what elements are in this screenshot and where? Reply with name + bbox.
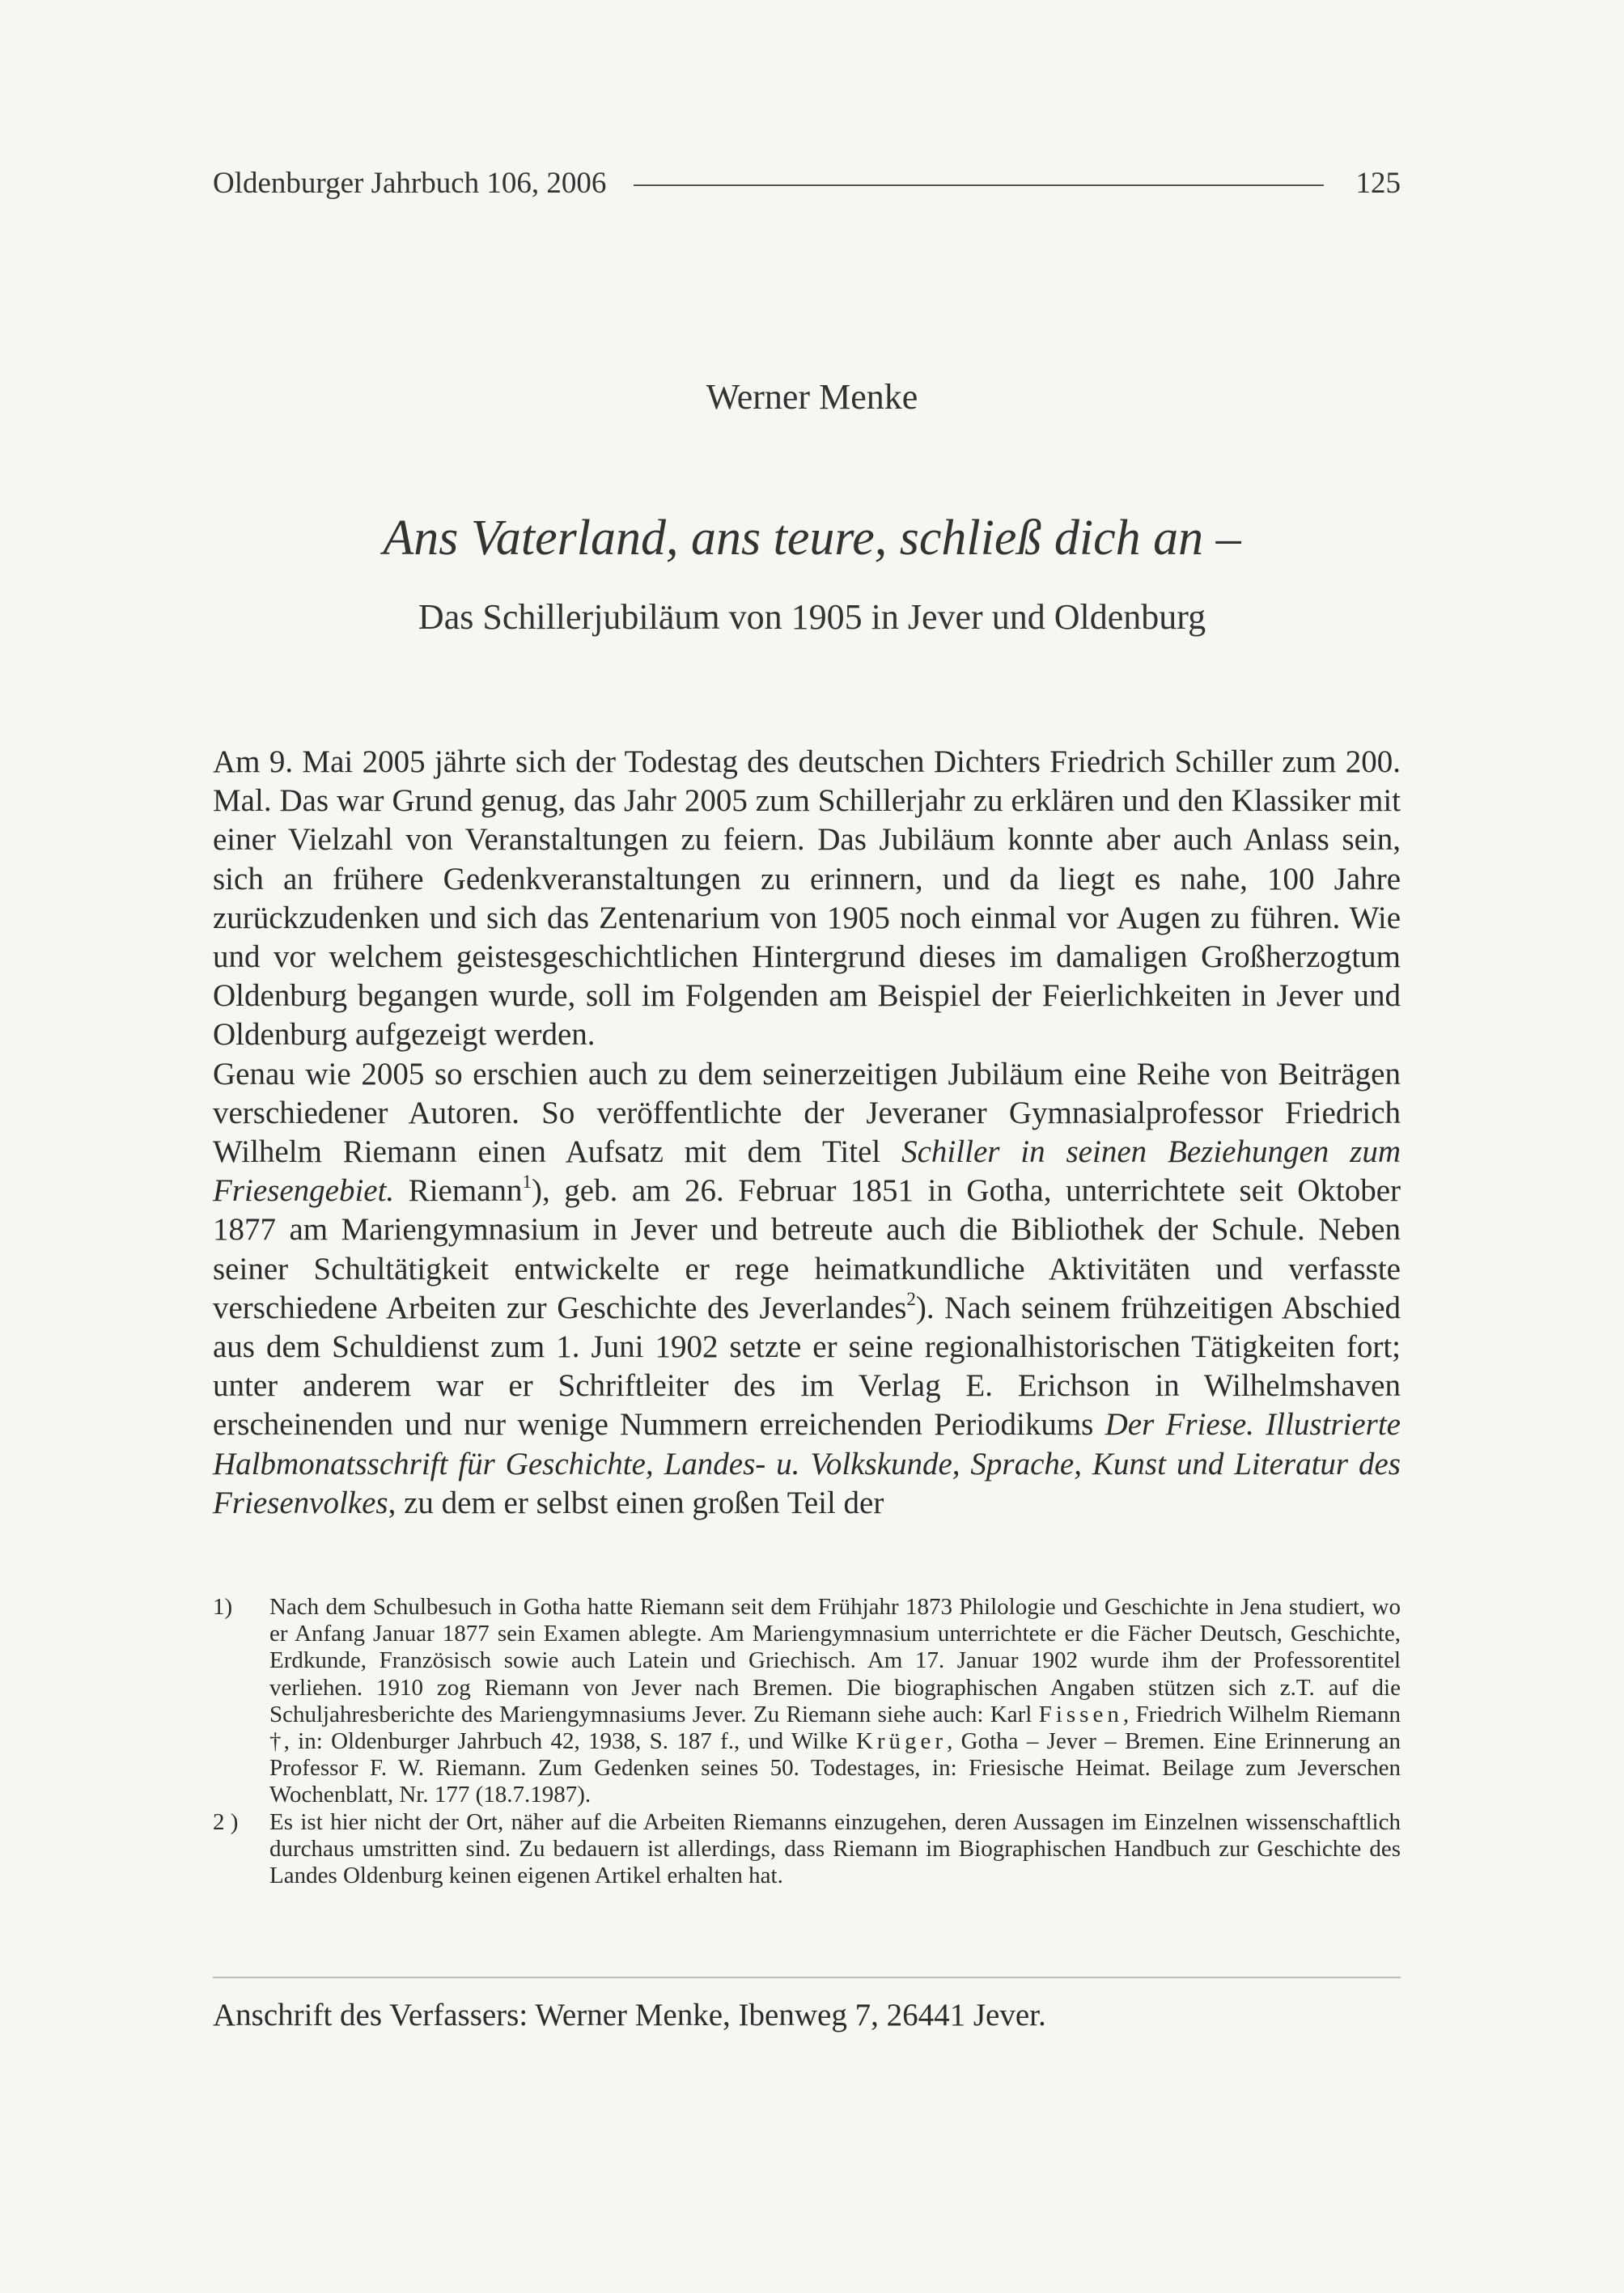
footnote-number: 2 ) xyxy=(213,1808,239,1835)
footnote-text: Nach dem Schulbesuch in Gotha hatte Riemann seit dem Frühjahr 1873 Philologie und Geschichte in Jena studiert, wo er Anfang Januar 1877 sein Examen ablegte. Am Mariengymnasium unterrichtete er die Fächer Deutsch, Geschichte, Erdkunde, Französisch sowie auch Latein und Griechisch. Am 17. Januar 1902 wurde ihm der Professorentitel verliehen. 1910 zog Riemann von Jever nach Bremen. Die biographischen Angaben stützen sich z.T. auf die Schuljahresberichte des Mariengymnasiums Jever. Zu Riemann siehe auch: Karl Fissen, Friedrich Wilhelm Riemann †, in: Oldenburger Jahrbuch 42, 1938, S. 187 f., und Wilke Krüger, Gotha – Jever – Bremen. Eine Erinnerung an Professor F. W. Riemann. Zum Gedenken seines 50. Todestages, in: Friesische Heimat. Beilage zum Jeverschen Wochenblatt, Nr. 177 (18.7.1987). xyxy=(269,1594,1401,1808)
footnotes xyxy=(213,1594,1401,1889)
author-name-krueger: Krüger xyxy=(855,1728,948,1755)
footnote-text: Es ist hier nicht der Ort, näher auf die Arbeiten Riemanns einzugehen, deren Aussagen im Einzelnen wissenschaftlich durchaus umstritten sind. Zu bedauern ist allerdings, dass Riemann im Biographischen Handbuch zur Geschichte des Landes Oldenburg keinen eigenen Artikel erhalten hat. xyxy=(269,1808,1401,1889)
footnote-ref-2: 2 xyxy=(906,1288,916,1309)
author-name-fissen: Fissen xyxy=(1038,1701,1123,1727)
header-rule xyxy=(634,184,1323,186)
paragraph-2: Genau wie 2005 so erschien auch zu dem seinerzeitigen Jubiläum eine Reihe von Beiträgen verschiedener Autoren. So veröffentlichte der Jeveraner Gymnasialprofessor Friedrich Wilhelm Riemann einen Aufsatz mit dem Titel Schiller in seinen Beziehungen zum Friesengebiet. Riemann$^1$), geb. am 26. Februar 1851 in Gotha, unterrichtete seit Oktober 1877 am Mariengymnasium in Jever und betreute auch die Bibliothek der Schule. Neben seiner Schultätigkeit entwickelte er rege heimatkundliche Aktivitäten und verfasste verschiedene Arbeiten zur Geschichte des Jeverlandes$^2$). Nach seinem frühzeitigen Abschied aus dem Schuldienst zum 1. Juni 1902 setzte er seine regionalhistorischen Tätigkeiten fort; unter anderem war er Schriftleiter des im Verlag E. Erichson in Wilhelmshaven erscheinenden und nur wenige Nummern erreichenden Periodikums Der Friese. Illustrierte Halbmonatsschrift für Geschichte, Landes- u. Volkskunde, Sprache, Kunst und Literatur des Friesenvolkes, zu dem er selbst einen großen Teil der xyxy=(213,1056,1401,1520)
footnote-ref-1: 1 xyxy=(522,1172,532,1193)
journal-name: Oldenburger Jahrbuch 106, 2006 xyxy=(213,167,607,200)
work-title: Schiller in seinen Beziehungen zum Friesengebiet. xyxy=(213,1134,1401,1209)
footnote-number: 1) xyxy=(213,1594,233,1620)
article-author: Werner Menke xyxy=(706,377,918,417)
article-title: Ans Vaterland, ans teure, schließ dich an – xyxy=(383,511,1241,566)
footnote-2 xyxy=(213,1809,1401,1890)
running-header xyxy=(213,166,1401,201)
author-address: Anschrift des Verfassers: Werner Menke, Ibenweg 7, 26441 Jever. xyxy=(213,1998,1046,2032)
article-subtitle: Das Schillerjubiläum von 1905 in Jever und Oldenburg xyxy=(418,597,1206,637)
page-number: 125 xyxy=(1355,167,1401,200)
article-body xyxy=(213,743,1401,1523)
periodical-title: Der Friese. Illustrierte Halbmonatsschrift für Geschichte, Landes- u. Volkskunde, Sprache, Kunst und Literatur des Friesenvolkes xyxy=(213,1407,1401,1520)
paragraph-1: Am 9. Mai 2005 jährte sich der Todestag des deutschen Dichters Friedrich Schiller zum 200. Mal. Das war Grund genug, das Jahr 2005 zum Schillerjahr zu erklären und den Klassiker mit einer Vielzahl von Veranstaltungen zu feiern. Das Jubiläum konnte aber auch Anlass sein, sich an frühere Gedenkveranstaltungen zu erinnern, und da liegt es nahe, 100 Jahre zurückzudenken und sich das Zentenarium von 1905 noch einmal vor Augen zu führen. Wie und vor welchem geistesgeschichtlichen Hintergrund dieses im damaligen Großherzogtum Oldenburg begangen wurde, soll im Folgenden am Beispiel der Feierlichkeiten in Jever und Oldenburg aufgezeigt werden. xyxy=(213,744,1401,1053)
footnote-1 xyxy=(213,1594,1401,1809)
divider xyxy=(213,1977,1401,1978)
